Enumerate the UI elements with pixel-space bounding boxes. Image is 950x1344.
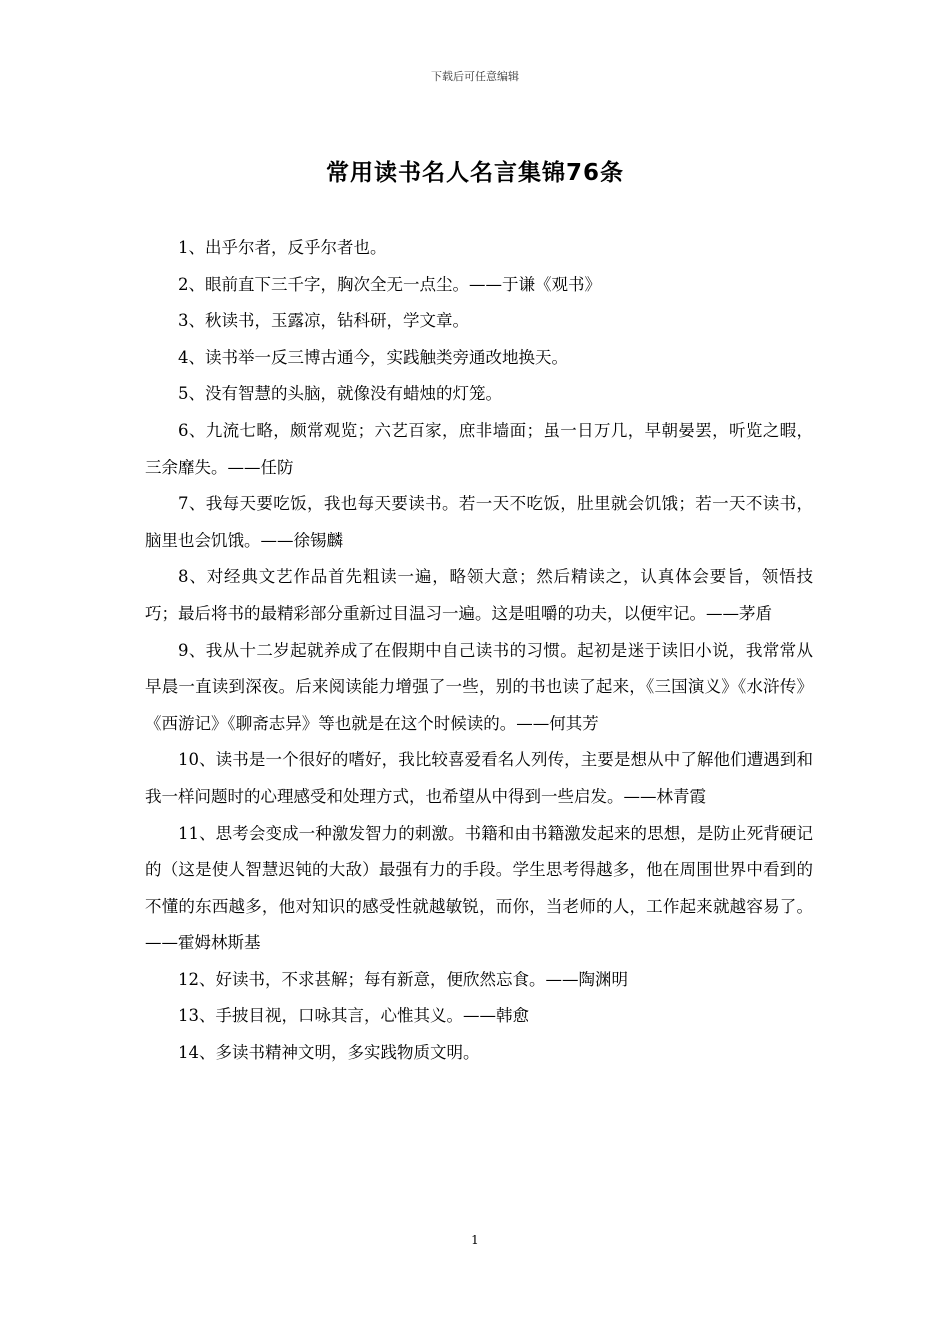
quote-item: 13、手披目视，口咏其言，心惟其义。——韩愈 [178,1006,529,1026]
quote-item: 6、九流七略，颇常观览；六艺百家，庶非墙面；虽一日万几，早朝晏罢，听览之暇，三余靡失。——任防 [145,420,813,477]
quote-item: 9、我从十二岁起就养成了在假期中自己读书的习惯。起初是迷于读旧小说，我常常从早晨一直读到深夜。后来阅读能力增强了一些，别的书也读了起来，《三国演义》《水浒传》《西游记》《聊斋志异》等也就是在这个时候读的。——何其芳 [145,640,813,733]
quote-item: 10、读书是一个很好的嗜好，我比较喜爱看名人列传，主要是想从中了解他们遭遇到和我一样问题时的心理感受和处理方式，也希望从中得到一些启发。——林青霞 [145,750,813,806]
quote-item: 8、对经典文艺作品首先粗读一遍，略领大意；然后精读之，认真体会要旨，领悟技巧；最后将书的最精彩部分重新过目温习一遍。这是咀嚼的功夫，以便牢记。——茅盾 [145,567,813,623]
document-title: 常用读书名人名言集锦76条 [325,160,624,186]
page-number: 1 [471,1233,479,1247]
quote-item: 7、我每天要吃饭，我也每天要读书。若一天不吃饭，肚里就会饥饿；若一天不读书，脑里也会饥饿。——徐锡麟 [145,494,813,550]
quote-item: 1、出乎尔者，反乎尔者也。 [178,238,387,257]
quote-list [145,230,813,1072]
quote-item: 14、多读书精神文明，多实践物质文明。 [178,1043,480,1063]
quote-item: 12、好读书，不求甚解；每有新意，便欣然忘食。——陶渊明 [178,969,628,989]
header-note: 下载后可任意编辑 [431,70,519,83]
quote-item: 3、秋读书，玉露凉，钻科研，学文章。 [178,311,469,331]
quote-item: 11、思考会变成一种激发智力的刺激。书籍和由书籍激发起来的思想，是防止死背硬记的（这是使人智慧迟钝的大敌）最强有力的手段。学生思考得越多，他在周围世界中看到的不懂的东西越多，他对知识的感受性就越敏锐，而你，当老师的人，工作起来就越容易了。——霍姆林斯基 [145,823,813,953]
quote-item: 2、眼前直下三千字，胸次全无一点尘。——于谦《观书》 [178,274,601,294]
quote-item: 4、读书举一反三博古通今，实践触类旁通改地换天。 [178,347,568,367]
quote-item: 5、没有智慧的头脑，就像没有蜡烛的灯笼。 [178,384,502,404]
